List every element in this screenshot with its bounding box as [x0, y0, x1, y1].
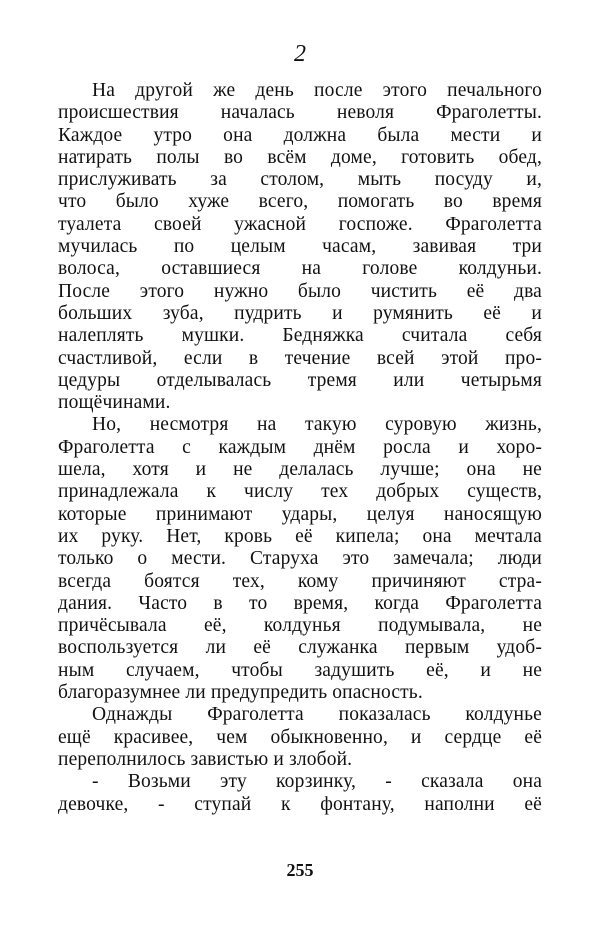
text-line: принадлежала к числу тех добрых существ,: [58, 481, 542, 503]
text-line: Каждое утро она должна была мести и: [58, 124, 542, 146]
text-line: налеплять мушки. Бедняжка считала себя: [58, 325, 542, 347]
text-line: воспользуется ли её служанка первым удоб-: [58, 637, 542, 659]
text-line: благоразумнее ли предупредить опасность.: [58, 682, 423, 704]
text-line: пощёчинами.: [58, 392, 171, 414]
page-number: 255: [286, 860, 314, 880]
text-line: переполнилось завистью и злобой.: [58, 748, 353, 770]
chapter-number: 2: [294, 41, 306, 67]
text-line: их руку. Нет, кровь её кипела; она мечтала: [58, 525, 542, 547]
text-line: цедуры отделывалась тремя или четырьмя: [58, 369, 542, 391]
body-text: [58, 80, 542, 816]
text-line: прислуживать за столом, мыть посуду и,: [58, 169, 542, 191]
text-line: - Возьми эту корзинку, - сказала она: [92, 771, 542, 793]
text-line: больших зуба, пудрить и румянить её и: [58, 302, 542, 324]
text-line: счастливой, если в течение всей этой про-: [58, 347, 542, 369]
text-line: Фраголетта с каждым днём росла и хоро-: [58, 436, 542, 458]
text-line: ным случаем, чтобы задушить её, и не: [58, 659, 542, 681]
text-line: всегда боятся тех, кому причиняют стра-: [58, 570, 542, 592]
text-line: ещё красивее, чем обыкновенно, и сердце её: [58, 726, 542, 748]
text-line: Но, несмотря на такую суровую жизнь,: [92, 414, 542, 436]
text-line: Однажды Фраголетта показалась колдунье: [92, 704, 542, 726]
text-line: волоса, оставшиеся на голове колдуньи.: [58, 258, 542, 280]
text-line: только о мести. Старуха это замечала; люди: [58, 548, 542, 570]
text-line: девочке, - ступай к фонтану, наполни её: [58, 793, 542, 815]
text-line: туалета своей ужасной госпоже. Фраголетта: [58, 213, 542, 235]
text-line: которые принимают удары, целуя наносящую: [58, 503, 542, 525]
text-line: После этого нужно было чистить её два: [58, 280, 542, 302]
text-line: происшествия началась неволя Фраголетты.: [58, 102, 542, 124]
text-line: натирать полы во всём доме, готовить обед,: [58, 146, 542, 168]
text-line: шела, хотя и не делалась лучше; она не: [58, 459, 542, 481]
text-line: причёсывала её, колдунья подумывала, не: [58, 615, 542, 637]
text-line: На другой же день после этого печального: [92, 80, 542, 101]
text-line: мучилась по целым часам, завивая три: [58, 236, 542, 258]
text-line: что было хуже всего, помогать во время: [58, 191, 542, 213]
text-line: дания. Часто в то время, когда Фраголетта: [58, 592, 542, 614]
